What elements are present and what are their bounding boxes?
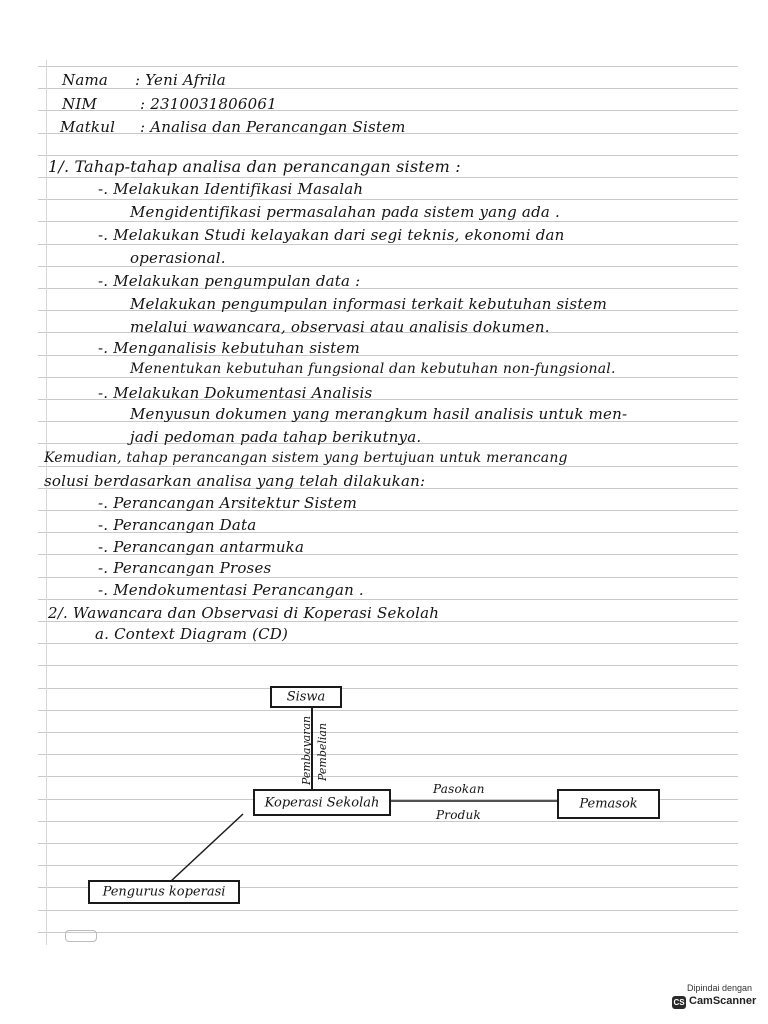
section1-line: -. Perancangan Arsitektur Sistem <box>98 494 358 512</box>
nama-value: : Yeni Afrila <box>135 71 226 89</box>
flow-label-pasokan: Pasokan <box>433 782 485 796</box>
section1-line: -. Menganalisis kebutuhan sistem <box>98 339 360 357</box>
nim-value: : 2310031806061 <box>140 95 277 113</box>
entity-pemasok-label: Pemasok <box>579 796 638 812</box>
section1-line: -. Perancangan antarmuka <box>98 538 305 556</box>
camscanner-logo-icon: CS <box>673 998 685 1007</box>
matkul-value: : Analisa dan Perancangan Sistem <box>140 118 406 136</box>
section1-line: -. Perancangan Proses <box>98 559 272 577</box>
section2-title: 2/. Wawancara dan Observasi di Koperasi Sekolah <box>48 604 440 622</box>
section1-line: Menyusun dokumen yang merangkum hasil analisis untuk men- <box>130 405 628 423</box>
section1-line: Mengidentifikasi permasalahan pada sistem yang ada . <box>130 203 560 221</box>
section1-line: -. Melakukan Studi kelayakan dari segi teknis, ekonomi dan <box>98 226 565 244</box>
entity-siswa-label: Siswa <box>286 689 326 705</box>
page-footer-mark <box>65 930 97 942</box>
section1-title: 1/. Tahap-tahap analisa dan perancangan sistem : <box>48 157 461 176</box>
section1-line: melalui wawancara, observasi atau analisis dokumen. <box>130 318 550 336</box>
section2-subtitle: a. Context Diagram (CD) <box>95 625 289 643</box>
process-koperasi-sekolah <box>253 789 391 816</box>
section1-line: Menentukan kebutuhan fungsional dan kebutuhan non-fungsional. <box>130 361 616 377</box>
process-koperasi-label: Koperasi Sekolah <box>264 795 380 810</box>
section1-line: -. Melakukan Dokumentasi Analisis <box>98 384 373 402</box>
nim-label: NIM <box>62 95 98 113</box>
section1-line: Kemudian, tahap perancangan sistem yang bertujuan untuk merancang <box>44 450 568 466</box>
section1-line: operasional. <box>130 249 226 267</box>
flow-label-produk: Produk <box>436 808 481 822</box>
entity-pengurus-label: Pengurus koperasi <box>102 884 226 900</box>
entity-pengurus-koperasi <box>88 880 240 904</box>
section1-line: -. Mendokumentasi Perancangan . <box>98 581 364 599</box>
section1-line: -. Perancangan Data <box>98 516 257 534</box>
section1-line: -. Melakukan Identifikasi Masalah <box>98 180 364 198</box>
matkul-label: Matkul <box>60 118 116 136</box>
camscanner-watermark <box>668 983 760 1013</box>
nama-label: Nama <box>62 71 109 89</box>
entity-pemasok <box>557 789 660 819</box>
section1-line: solusi berdasarkan analisa yang telah dilakukan: <box>44 472 426 490</box>
entity-siswa <box>270 686 342 708</box>
watermark-caption: Dipindai dengan <box>686 983 752 993</box>
section1-line: jadi pedoman pada tahap berikutnya. <box>130 428 422 446</box>
watermark-brand: CamScanner <box>689 995 757 1007</box>
flow-label-pembayaran: Pembayaran <box>300 715 313 785</box>
flow-label-pembelian: Pembelian <box>316 722 329 781</box>
section1-line: Melakukan pengumpulan informasi terkait kebutuhan sistem <box>130 295 608 313</box>
section1-line: -. Melakukan pengumpulan data : <box>98 272 361 290</box>
